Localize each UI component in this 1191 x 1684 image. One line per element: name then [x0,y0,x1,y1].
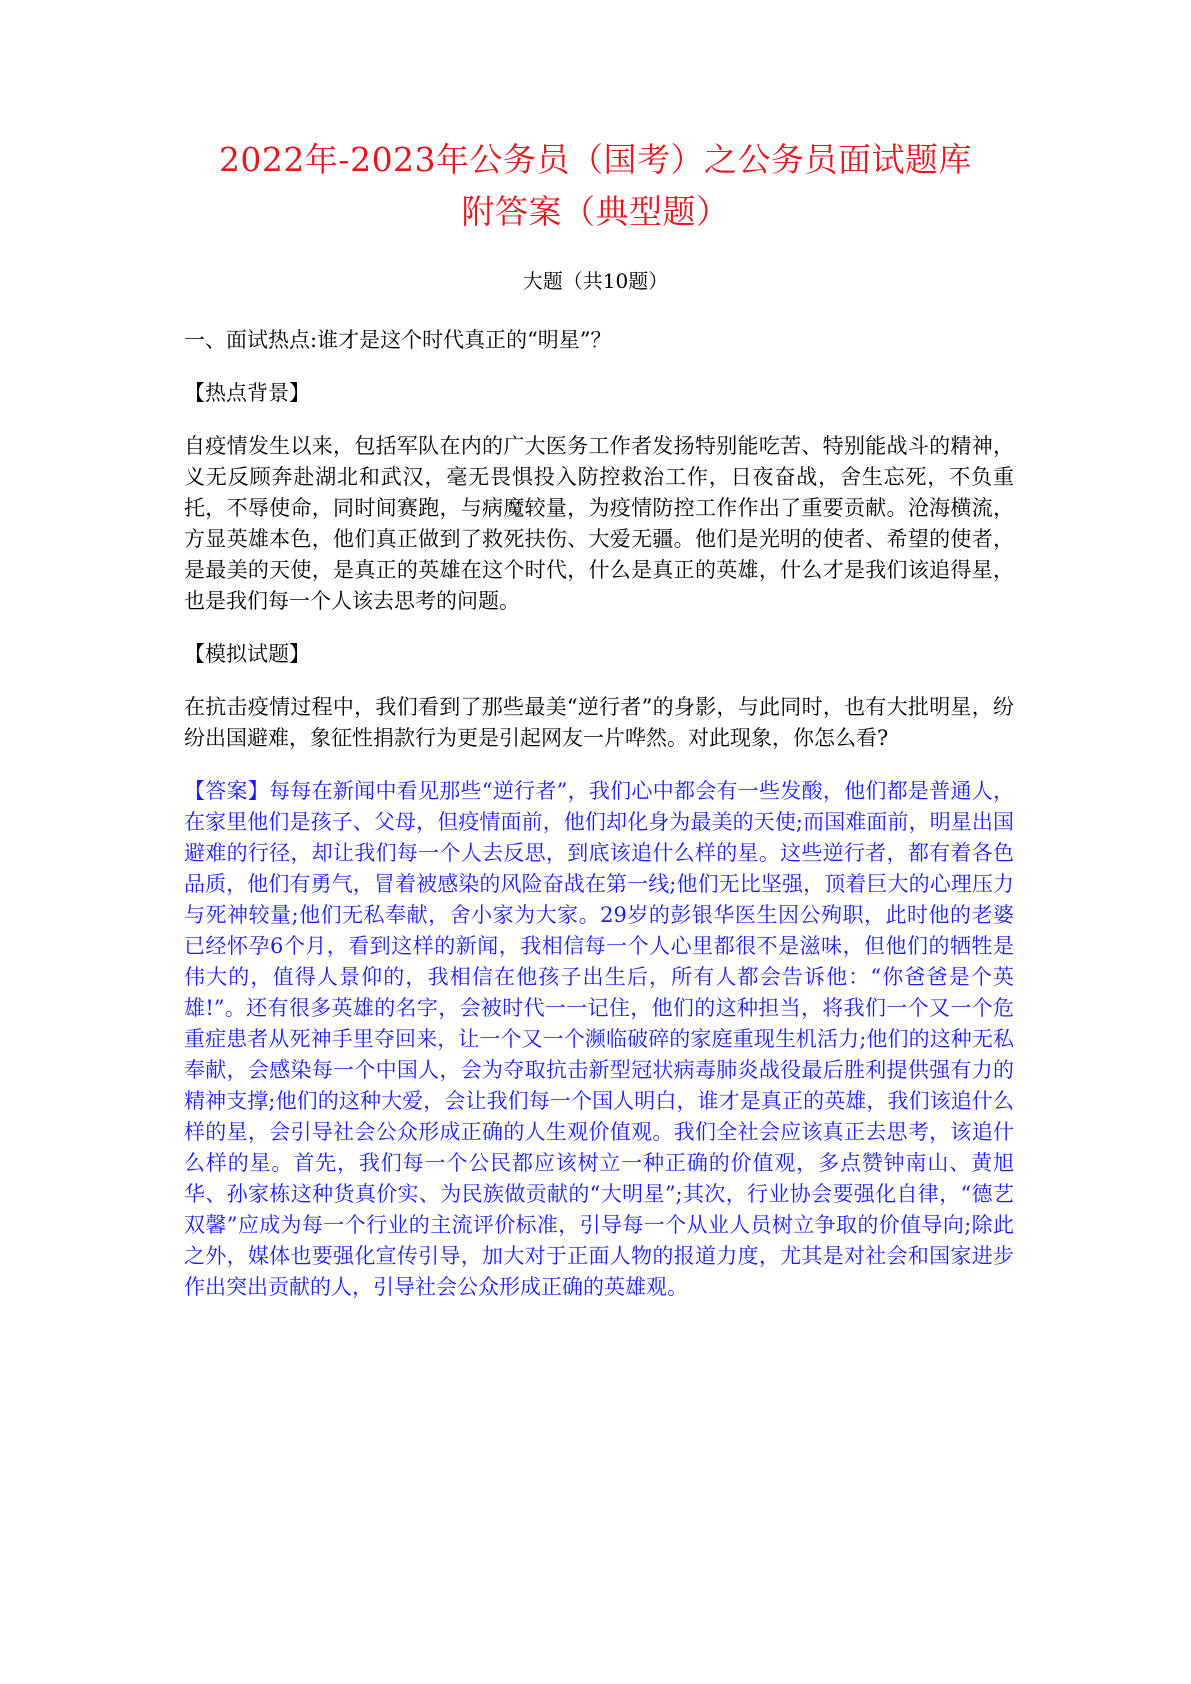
answer-text: 每每在新闻中看见那些“逆行者”，我们心中都会有一些发酸，他们都是普通人，在家里他们是孩子、父母，但疫情面前，他们却化身为最美的天使;而国难面前，明星出国避难的行径，却让我们每一个人去反思，到底该追什么样的星。这些逆行者，都有着各色品质，他们有勇气，冒着被感染的风险奋战在第一线;他们无比坚强，顶着巨大的心理压力与死神较量;他们无私奉献，舍小家为大家。29岁的彭银华医生因公殉职，此时他的老婆已经怀孕6个月，看到这样的新闻，我相信每一个人心里都很不是滋味，但他们的牺牲是伟大的，值得人景仰的，我相信在他孩子出生后，所有人都会告诉他：“你爸爸是个英雄!”。还有很多英雄的名字，会被时代一一记住，他们的这种担当，将我们一个又一个危重症患者从死神手里夺回来，让一个又一个濒临破碎的家庭重现生机活力;他们的这种无私奉献，会感染每一个中国人，会为夺取抗击新型冠状病毒肺炎战役最后胜利提供强有力的精神支撑;他们的这种大爱，会让我们每一个国人明白，谁才是真正的英雄，我们该追什么样的星，会引导社会公众形成正确的人生观价值观。我们全社会应该真正去思考，该追什么样的星。首先，我们每一个公民都应该树立一种正确的价值观，多点赞钟南山、黄旭华、孙家栋这种货真价实、为民族做贡献的“大明星”;其次，行业协会要强化自律，“德艺双馨”应成为每一个行业的主流评价标准，引导每一个从业人员树立争取的价值导向;除此之外，媒体也要强化宣传引导，加大对于正面人物的报道力度，尤其是对社会和国家进步作出突出贡献的人，引导社会公众形成正确的英雄观。 [184,779,1015,1299]
background-label: 【热点背景】 [184,381,310,405]
title-line-2: 附答案（典型题） [461,192,730,231]
simulated-text: 在抗击疫情过程中，我们看到了那些最美“逆行者”的身影，与此同时，也有大批明星，纷纷出国避难，象征性捐款行为更是引起网友一片哗然。对此现象，你怎么看? [184,695,1014,750]
question-heading: 一、面试热点:谁才是这个时代真正的“明星”？ [184,328,612,352]
answer-label: 【答案】 [184,779,270,803]
simulated-label: 【模拟试题】 [184,642,310,666]
document-title [100,134,1091,238]
section-subtitle: 大题（共10题） [522,269,669,293]
title-line-1: 2022年-2023年公务员（国考）之公务员面试题库 [218,140,973,179]
answer-block [184,776,1014,1303]
question-content [184,325,1014,1303]
background-text: 自疫情发生以来，包括军队在内的广大医务工作者发扬特别能吃苦、特别能战斗的精神，义无反顾奔赴湖北和武汉，毫无畏惧投入防控救治工作，日夜奋战，舍生忘死，不负重托，不辱使命，同时间赛跑，与病魔较量，为疫情防控工作作出了重要贡献。沧海横流，方显英雄本色，他们真正做到了救死扶伤、大爱无疆。他们是光明的使者、希望的使者，是最美的天使，是真正的英雄在这个时代，什么是真正的英雄，什么才是我们该追得星，也是我们每一个人该去思考的问题。 [184,434,1014,613]
